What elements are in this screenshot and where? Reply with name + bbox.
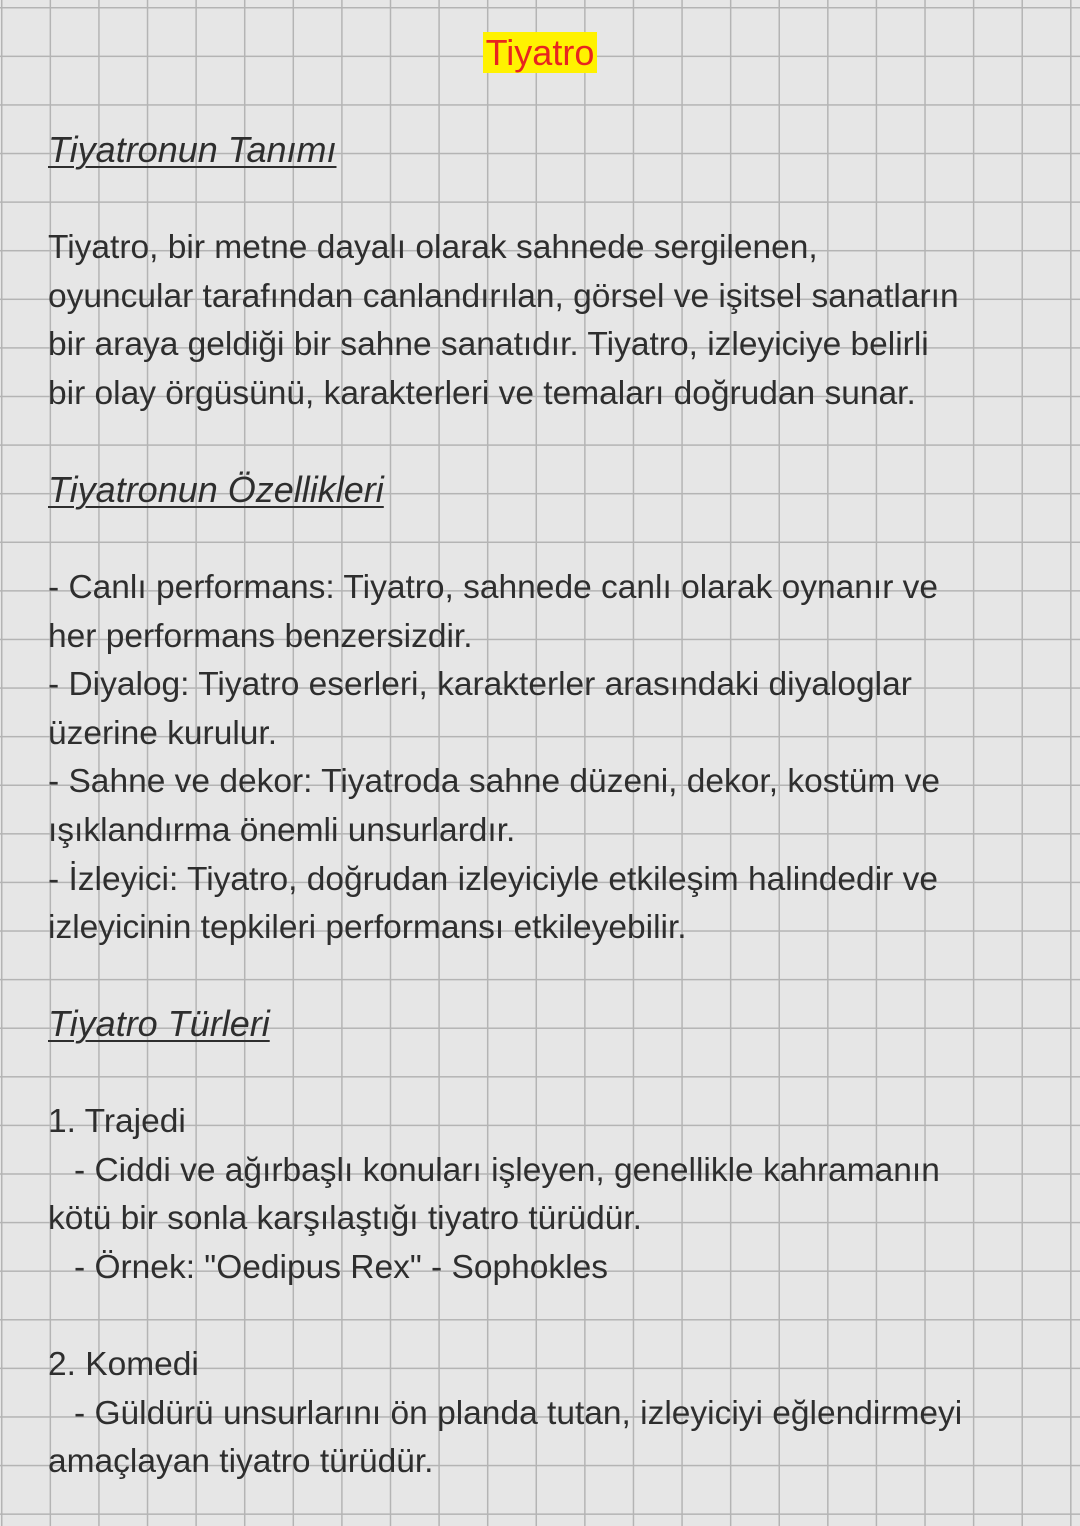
list-item: - Sahne ve dekor: Tiyatroda sahne düzeni, dekor, kostüm ve — [48, 763, 940, 801]
text-line: oyuncular tarafından canlandırılan, görsel ve işitsel sanatların — [48, 277, 959, 315]
heading-tiyatro-turleri: Tiyatro Türleri — [48, 1003, 270, 1044]
list-item: - Canlı performans: Tiyatro, sahnede canlı olarak oynanır ve — [48, 569, 939, 606]
type-description: - Güldürü unsurlarını ön planda tutan, izleyiciyi eğlendirmeyi — [74, 1394, 963, 1432]
list-item: - İzleyici: Tiyatro, doğrudan izleyiciyle etkileşim halindedir ve — [48, 860, 938, 898]
text-line: Tiyatro, bir metne dayalı olarak sahnede sergilenen, — [48, 229, 818, 266]
list-item-continuation: her performans benzersizdir. — [48, 617, 473, 655]
definition-paragraph — [48, 224, 1048, 418]
type-description: - Ciddi ve ağırbaşlı konuları işleyen, genellikle kahramanın — [74, 1151, 940, 1189]
page-title — [0, 28, 1080, 86]
type-example: - Örnek: "Oedipus Rex" - Sophokles — [74, 1248, 608, 1286]
page-title-text: Tiyatro — [483, 32, 598, 73]
heading-tiyatronun-ozellikleri: Tiyatronun Özellikleri — [48, 469, 384, 510]
list-item: - Diyalog: Tiyatro eserleri, karakterler arasındaki diyaloglar — [48, 666, 912, 704]
list-item-continuation: ışıklandırma önemli unsurlardır. — [48, 811, 516, 849]
type-description-continuation: amaçlayan tiyatro türüdür. — [48, 1443, 434, 1481]
heading-tiyatronun-tanimi: Tiyatronun Tanımı — [48, 129, 337, 170]
text-line: bir olay örgüsünü, karakterleri ve temaları doğrudan sunar. — [48, 374, 916, 412]
list-item-continuation: üzerine kurulur. — [48, 714, 278, 752]
type-name: 1. Trajedi — [48, 1103, 186, 1140]
type-name: 2. Komedi — [48, 1346, 199, 1383]
type-komedi — [48, 1341, 1048, 1487]
text-line: bir araya geldiği bir sahne sanatıdır. Tiyatro, izleyiciye belirli — [48, 326, 929, 364]
list-item-continuation: izleyicinin tepkileri performansı etkileyebilir. — [48, 909, 687, 947]
type-trajedi — [48, 1098, 1048, 1292]
type-description-continuation: kötü bir sonla karşılaştığı tiyatro türüdür. — [48, 1200, 642, 1238]
features-list — [48, 564, 1048, 953]
